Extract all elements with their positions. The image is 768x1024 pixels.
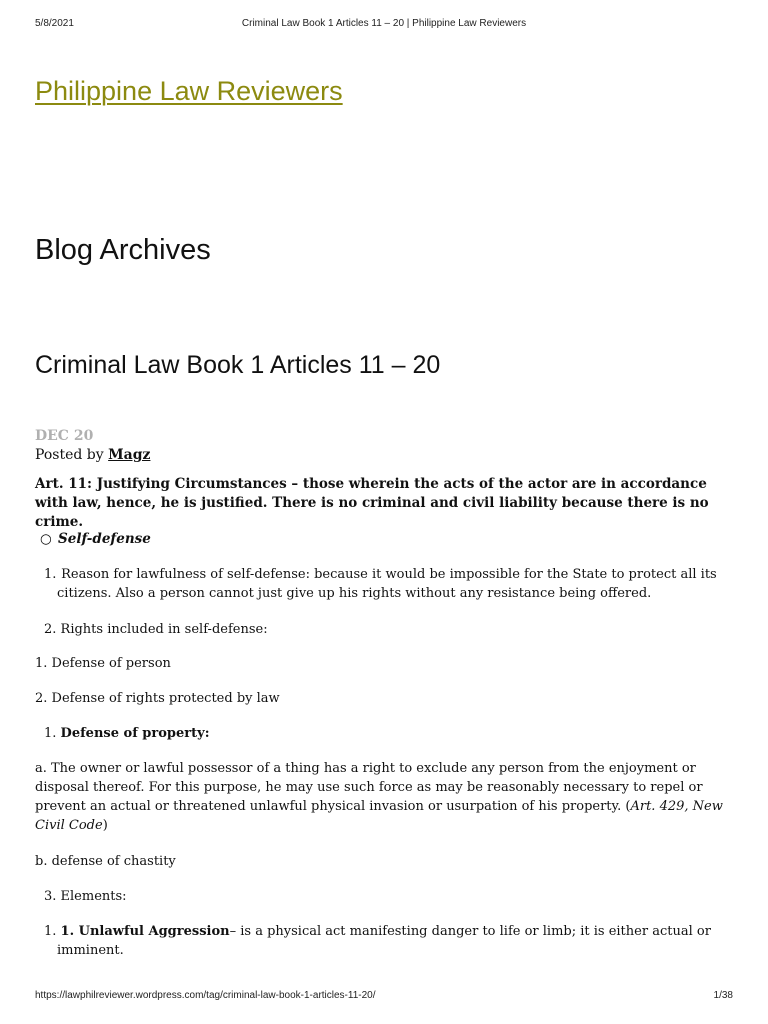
post-date: DEC 20	[35, 428, 94, 444]
elements-heading: 3. Elements:	[44, 889, 127, 904]
civil-code-citation: Art. 429, New Civil Code	[35, 799, 723, 833]
reason-line-2: citizens. Also a person cannot just give up his rights without any resistance being offered.	[57, 586, 652, 601]
self-defense-label: Self-defense	[58, 531, 151, 547]
list-number: 1.	[44, 924, 57, 939]
print-header	[35, 18, 733, 32]
author-link[interactable]: Magz	[108, 447, 151, 463]
article-11-paragraph: Art. 11: Justifying Circumstances – those wherein the acts of the actor are in accordance with law, hence, he is justified. There is no criminal and civil liability because there is no crime.	[35, 476, 709, 530]
print-url: https://lawphilreviewer.wordpress.com/tag/criminal-law-book-1-articles-11-20/	[35, 990, 376, 1001]
reason-line-1: Reason for lawfulness of self-defense: because it would be impossible for the State to protect all its	[61, 567, 717, 582]
self-defense-heading	[40, 530, 740, 549]
print-date: 5/8/2021	[35, 18, 74, 29]
site-title-link[interactable]: Philippine Law Reviewers	[35, 76, 343, 106]
post-title: Criminal Law Book 1 Articles 11 – 20	[35, 351, 441, 379]
list-item-rights: 2. Rights included in self-defense:	[44, 622, 268, 637]
defense-of-property-item	[44, 724, 744, 743]
unlawful-aggression-line-1: – is a physical act manifesting danger to life or limb; it is either actual or	[229, 924, 711, 939]
list-item-reason	[44, 565, 724, 603]
posted-by-label: Posted by	[35, 447, 104, 463]
print-footer	[35, 990, 733, 1004]
paragraph-a-close: )	[102, 818, 108, 833]
defense-of-rights: 2. Defense of rights protected by law	[35, 691, 280, 706]
unlawful-aggression-label: 1. Unlawful Aggression	[60, 924, 230, 939]
unlawful-aggression-line-2: imminent.	[57, 943, 124, 958]
defense-of-property-label: Defense of property:	[60, 726, 210, 741]
paragraph-a-text: a. The owner or lawful possessor of a thing has a right to exclude any person from the enjoyment or disposal thereof. For this purpose, he may use such force as may be reasonably necessary to repel or prevent an actual or threatened unlawful physical invasion or usurpation of his property. (	[35, 761, 703, 814]
bullet-icon: ○	[40, 531, 52, 547]
unlawful-aggression-item	[44, 922, 734, 960]
post-byline	[35, 447, 150, 463]
page-number: 1/38	[713, 990, 733, 1001]
print-page-title: Criminal Law Book 1 Articles 11 – 20 | Philippine Law Reviewers	[241, 18, 527, 29]
defense-of-person: 1. Defense of person	[35, 656, 171, 671]
list-number: 1.	[44, 567, 57, 582]
paragraph-a	[35, 759, 735, 835]
paragraph-b: b. defense of chastity	[35, 854, 176, 869]
list-number: 1.	[44, 726, 57, 741]
archive-heading: Blog Archives	[35, 234, 211, 266]
